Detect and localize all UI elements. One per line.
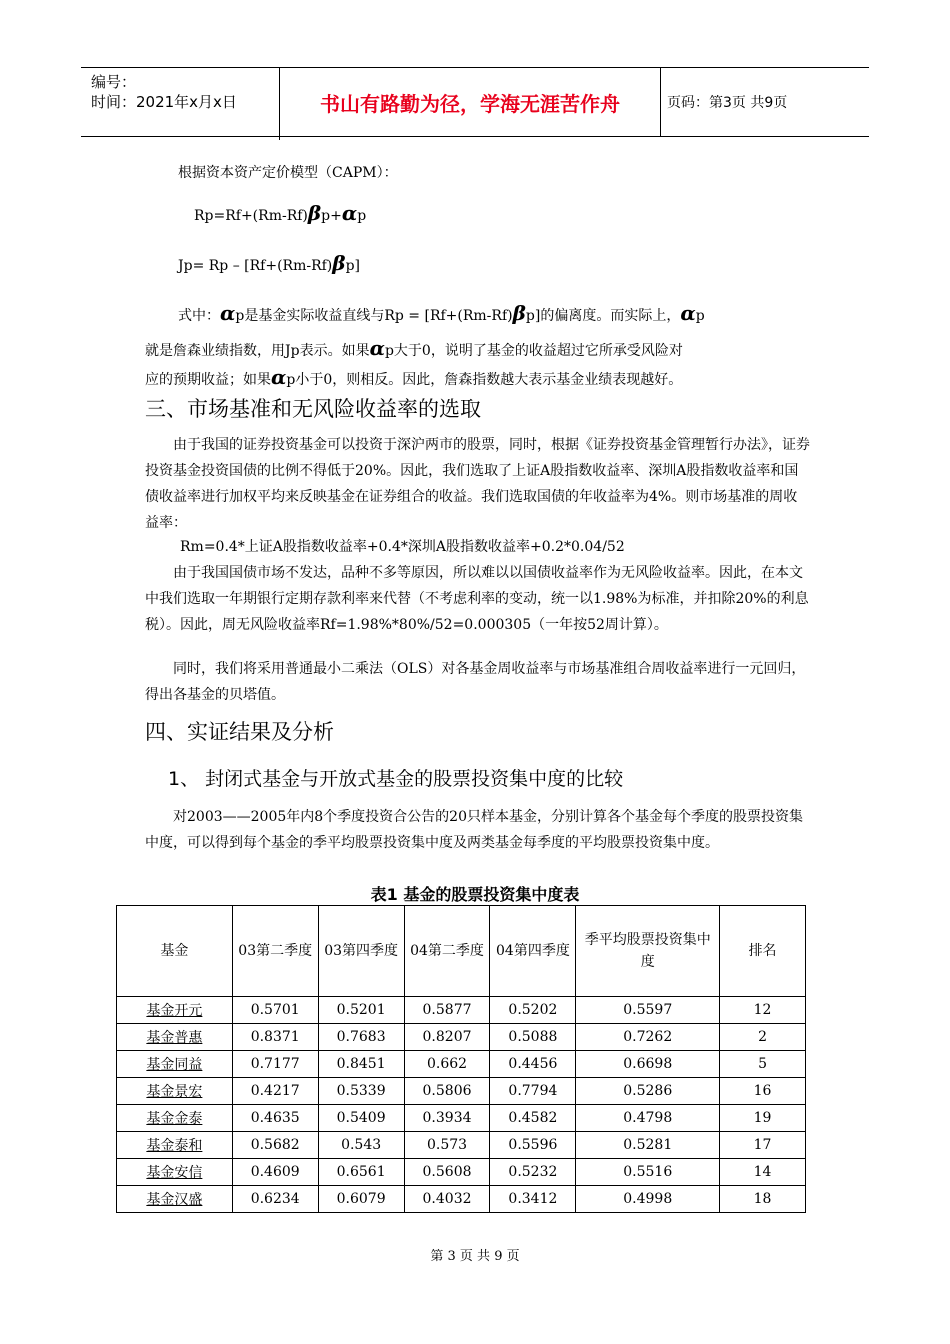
table-cell: 0.7262 [576,1024,720,1051]
table-cell: 0.5516 [576,1159,720,1186]
section-3-heading: 三、市场基准和无风险收益率的选取 [145,397,481,421]
alpha-symbol: α [680,301,696,325]
fund-name-link[interactable]: 基金同益 [117,1051,233,1078]
expl-line-2: 就是詹森业绩指数，用Jp表示。如果αp大于0，说明了基金的收益超过它所承受风险对 [145,336,683,360]
table-cell: 19 [720,1105,806,1132]
alpha-symbol: α [341,201,358,225]
table-cell: 0.7683 [318,1024,404,1051]
table-cell: 0.6561 [318,1159,404,1186]
table-row [117,1024,806,1051]
table-cell: 0.5201 [318,997,404,1024]
section-4-heading: 四、实证结果及分析 [145,720,334,744]
fund-name-link[interactable]: 基金开元 [117,997,233,1024]
beta-symbol: β [307,201,322,225]
table-cell: 0.6698 [576,1051,720,1078]
table-cell: 0.5202 [490,997,576,1024]
table-cell: 0.543 [318,1132,404,1159]
section-3-para-1: 由于我国的证券投资基金可以投资于深沪两市的股票，同时，根据《证券投资基金管理暂行办法》，证券投资基金投资国债的比例不得低于20%。因此，我们选取了上证A股指数收益率、深圳A股指数收益率和国债收益率进行加权平均来反映基金在证券组合的收益。我们选取国债的年收益率为4%。则市场基准的周收益率： [145,437,810,531]
table-row [117,997,806,1024]
col-header-quarterly-avg: 季平均股票投资集中度 [576,906,720,997]
table-cell: 0.5806 [404,1078,490,1105]
fund-name-link[interactable]: 基金汉盛 [117,1186,233,1213]
eq2-part-a: Jp= Rp – [Rf+(Rm-Rf) [178,258,333,274]
table-cell: 0.5088 [490,1024,576,1051]
table-cell: 0.662 [404,1051,490,1078]
table-cell: 0.5608 [404,1159,490,1186]
fund-concentration-table [116,905,806,1213]
fund-name-link[interactable]: 基金普惠 [117,1024,233,1051]
table-cell: 0.3412 [490,1186,576,1213]
table-row [117,1105,806,1132]
capm-equation-2 [178,250,360,279]
table-cell: 0.5877 [404,997,490,1024]
section-4-subheading: 1、 封闭式基金与开放式基金的股票投资集中度的比较 [168,768,624,790]
table-cell: 0.5701 [232,997,318,1024]
table-cell: 0.8451 [318,1051,404,1078]
alpha-symbol: α [271,365,287,389]
fund-name-link[interactable]: 基金景宏 [117,1078,233,1105]
table-cell: 0.8371 [232,1024,318,1051]
table-cell: 0.5286 [576,1078,720,1105]
table-cell: 0.4998 [576,1186,720,1213]
table-row [117,1159,806,1186]
eq2-part-b: p] [345,258,360,274]
table-cell: 12 [720,997,806,1024]
fund-name-link[interactable]: 基金泰和 [117,1132,233,1159]
beta-symbol: β [512,301,526,325]
table-caption: 表1 基金的股票投资集中度表 [370,885,580,904]
capm-equation-1 [194,200,366,229]
table-cell: 0.6234 [232,1186,318,1213]
section-3-para-2: 由于我国国债市场不发达，品种不多等原因，所以难以以国债收益率作为无风险收益率。因此，在本文中我们选取一年期银行定期存款利率来代替（不考虑利率的变动，统一以1.98%为标准，并扣除20%的利息税）。因此，周无风险收益率Rf=1.98%*80%/52=0.000305（一年按52周计算）。 [145,565,809,633]
table-cell: 0.5409 [318,1105,404,1132]
table-cell: 0.4609 [232,1159,318,1186]
market-benchmark-formula: Rm=0.4*上证A股指数收益率+0.4*深圳A股指数收益率+0.2*0.04/52 [180,539,625,555]
table-cell: 18 [720,1186,806,1213]
table-cell: 0.5232 [490,1159,576,1186]
doc-number-label: 编号： [91,73,137,91]
table-row [117,1132,806,1159]
fund-name-link[interactable]: 基金安信 [117,1159,233,1186]
table-cell: 0.4217 [232,1078,318,1105]
table-row [117,1078,806,1105]
expl-line-1: 式中：αp是基金实际收益直线与Rp = [Rf+(Rm-Rf)βp]的偏离度。而实际上，αp [178,301,705,325]
table-cell: 0.8207 [404,1024,490,1051]
page-footer: 第 3 页 共 9 页 [430,1249,520,1264]
col-header-03q4: 03第四季度 [318,906,404,997]
table-cell: 0.6079 [318,1186,404,1213]
eq1-part-b: p+ [321,208,342,224]
page-header [81,67,869,137]
table-cell: 0.5596 [490,1132,576,1159]
table-row [117,1186,806,1213]
eq1-part-c: p [357,208,367,224]
capm-intro: 根据资本资产定价模型（CAPM）： [178,165,398,181]
col-header-rank: 排名 [720,906,806,997]
col-header-04q4: 04第四季度 [490,906,576,997]
table-cell: 5 [720,1051,806,1078]
eq1-part-a: Rp=Rf+(Rm-Rf) [194,208,308,224]
capm-explanation [145,300,810,393]
table-cell: 0.4635 [232,1105,318,1132]
header-meta [81,68,280,140]
table-cell: 0.5339 [318,1078,404,1105]
alpha-symbol: α [220,301,236,325]
col-header-fund: 基金 [117,906,233,997]
section-4-para-1: 对2003——2005年内8个季度投资合公告的20只样本基金，分别计算各个基金每个季度的股票投资集中度，可以得到每个基金的季平均股票投资集中度及两类基金每季度的平均股票投资集中度。 [145,809,803,851]
section-3-para-3: 同时，我们将采用普通最小二乘法（OLS）对各基金周收益率与市场基准组合周收益率进行一元回归，得出各基金的贝塔值。 [145,661,806,703]
table-cell: 0.4798 [576,1105,720,1132]
alpha-symbol: α [369,336,385,360]
col-header-04q2: 04第二季度 [404,906,490,997]
doc-time-label: 时间：2021年x月x日 [91,93,237,111]
table-cell: 0.5281 [576,1132,720,1159]
table-cell: 0.4456 [490,1051,576,1078]
header-page-label: 页码：第3页 共9页 [667,95,788,111]
header-motto: 书山有路勤为径，学海无涯苦作舟 [280,68,661,136]
table-cell: 0.5682 [232,1132,318,1159]
table-cell: 0.4582 [490,1105,576,1132]
table-cell: 2 [720,1024,806,1051]
table-cell: 0.5597 [576,997,720,1024]
table-row [117,1051,806,1078]
table-cell: 16 [720,1078,806,1105]
col-header-03q2: 03第二季度 [232,906,318,997]
table-cell: 17 [720,1132,806,1159]
table-header-row [117,906,806,997]
expl-line-3: 应的预期收益；如果αp小于0，则相反。因此，詹森指数越大表示基金业绩表现越好。 [145,365,683,389]
table-cell: 0.3934 [404,1105,490,1132]
table-cell: 14 [720,1159,806,1186]
table-cell: 0.7794 [490,1078,576,1105]
beta-symbol: β [332,251,346,275]
table-cell: 0.7177 [232,1051,318,1078]
fund-name-link[interactable]: 基金金泰 [117,1105,233,1132]
table-cell: 0.4032 [404,1186,490,1213]
table-cell: 0.573 [404,1132,490,1159]
